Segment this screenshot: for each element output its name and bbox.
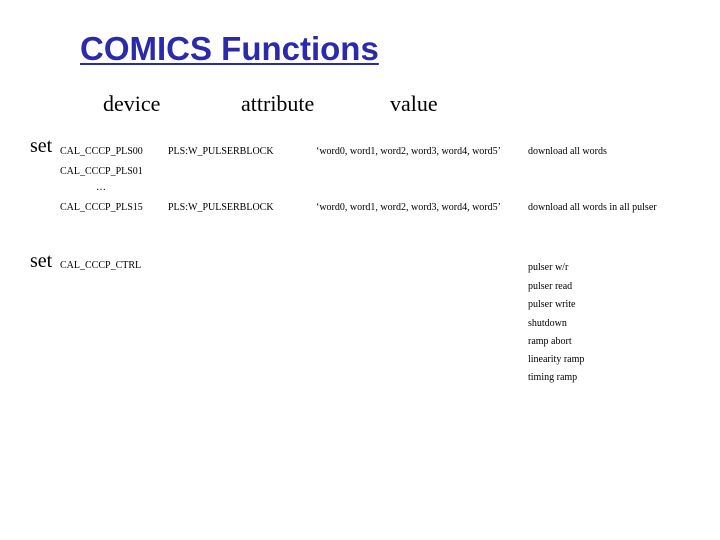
ctrl-option: shutdown — [528, 318, 567, 329]
ctrl-option: linearity ramp — [528, 354, 585, 365]
device-ctrl: CAL_CCCP_CTRL — [60, 260, 142, 271]
ctrl-option: pulser read — [528, 281, 573, 292]
desc-pls15: download all words in all pulser — [528, 202, 657, 213]
header-value: value — [390, 91, 438, 116]
header-device: device — [103, 91, 161, 116]
device-pls15: CAL_CCCP_PLS15 — [60, 202, 143, 213]
header-attribute: attribute — [241, 91, 315, 116]
ctrl-option: pulser write — [528, 299, 576, 310]
ellipsis: … — [96, 182, 106, 193]
device-pls01: CAL_CCCP_PLS01 — [60, 166, 143, 177]
slide-title: COMICS Functions — [80, 30, 379, 67]
value-pls00: ‘word0, word1, word2, word3, word4, word5’ — [316, 146, 501, 157]
ctrl-option: timing ramp — [528, 372, 578, 383]
ctrl-option: ramp abort — [528, 336, 572, 347]
attribute-pls00: PLS:W_PULSERBLOCK — [168, 146, 274, 157]
device-pls00: CAL_CCCP_PLS00 — [60, 146, 143, 157]
set-label-ctrl: set — [30, 250, 53, 272]
attribute-pls15: PLS:W_PULSERBLOCK — [168, 202, 274, 213]
value-pls15: ‘word0, word1, word2, word3, word4, word5’ — [316, 202, 501, 213]
set-label: set — [30, 135, 53, 157]
ctrl-option: pulser w/r — [528, 262, 569, 273]
desc-pls00: download all words — [528, 146, 607, 157]
